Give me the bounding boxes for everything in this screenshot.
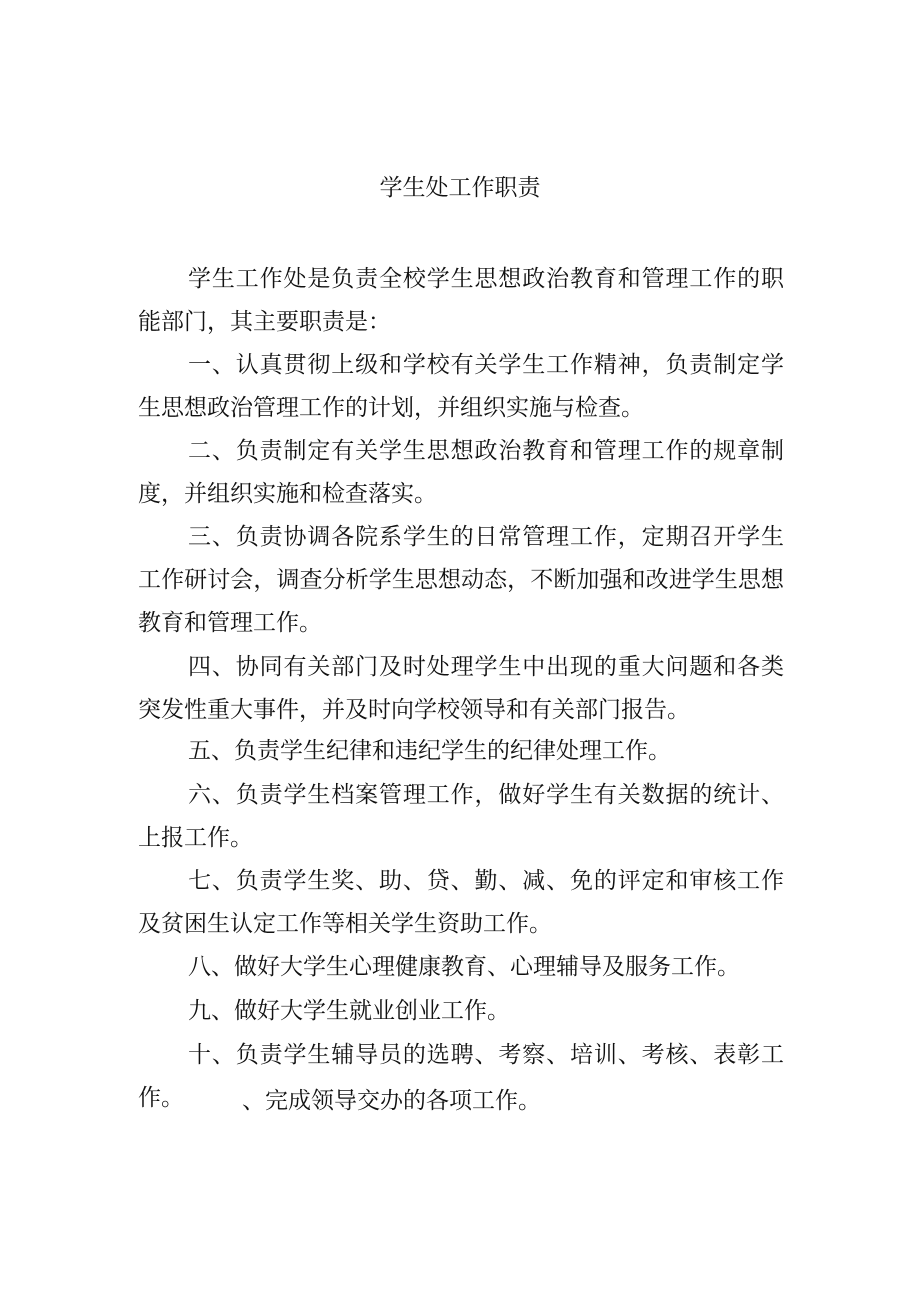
- duty-item-11: 、完成领导交办的各项工作。: [242, 1088, 541, 1114]
- duty-item-3: 三、负责协调各院系学生的日常管理工作，定期召开学生工作研讨会，调查分析学生思想动态，不断加强和改进学生思想教育和管理工作。: [138, 524, 784, 636]
- duty-item-7: 七、负责学生奖、助、贷、勤、减、免的评定和审核工作及贫困生认定工作等相关学生资助工作。: [138, 868, 784, 937]
- duty-item-6: 六、负责学生档案管理工作，做好学生有关数据的统计、上报工作。: [138, 782, 784, 851]
- duty-item-9: 九、做好大学生就业创业工作。: [188, 998, 510, 1024]
- duty-item-8: 八、做好大学生心理健康教育、心理辅导及服务工作。: [188, 954, 740, 980]
- duty-item-4: 四、协同有关部门及时处理学生中出现的重大问题和各类突发性重大事件，并及时向学校领导和有关部门报告。: [138, 654, 784, 723]
- duty-item-2: 二、负责制定有关学生思想政治教育和管理工作的规章制度，并组织实施和检查落实。: [138, 438, 784, 507]
- duty-item-1: 一、认真贯彻上级和学校有关学生工作精神，负责制定学生思想政治管理工作的计划，并组织实施与检查。: [138, 352, 784, 421]
- page-title: 学生处工作职责: [379, 175, 541, 201]
- duty-item-5: 五、负责学生纪律和违纪学生的纪律处理工作。: [188, 738, 671, 764]
- intro-paragraph: 学生工作处是负责全校学生思想政治教育和管理工作的职能部门，其主要职责是：: [138, 266, 784, 335]
- duty-item-10: 十、负责学生辅导员的选聘、考察、培训、考核、表彰工作。: [138, 1042, 784, 1111]
